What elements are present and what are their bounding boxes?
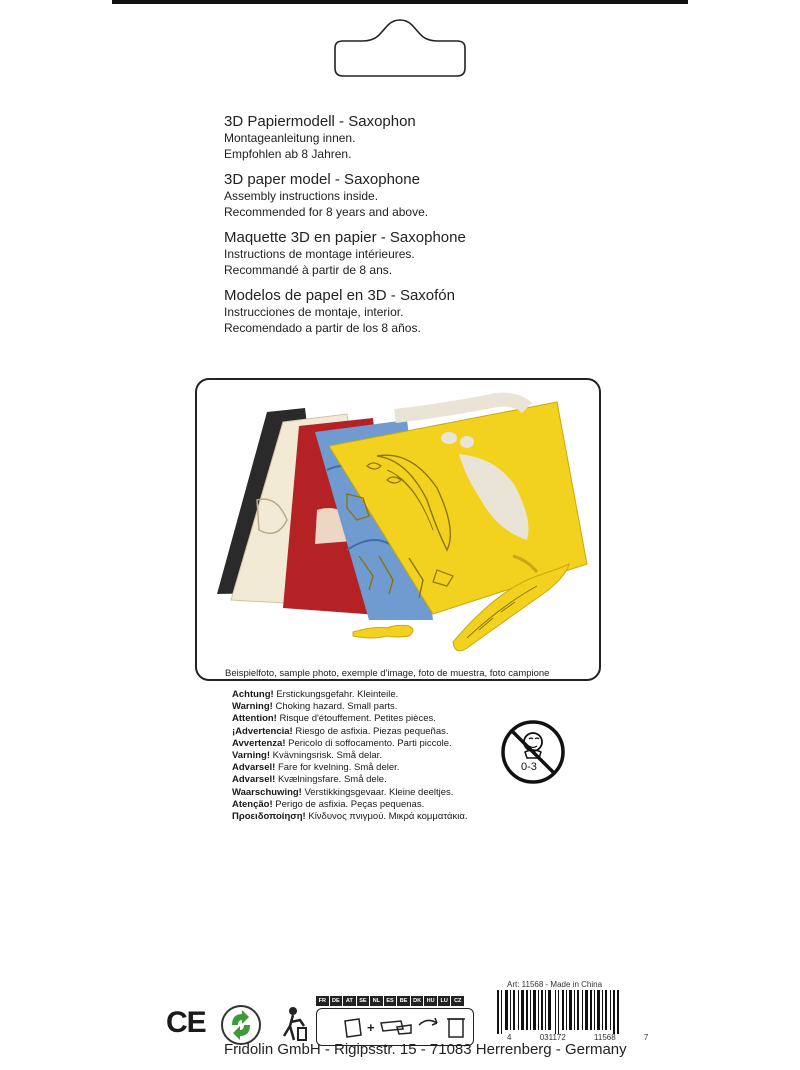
article-line: Art: 11568 - Made in China (507, 980, 603, 989)
description-line: Assembly instructions inside. (224, 189, 379, 203)
description-fr (224, 228, 684, 278)
description-title: 3D Papiermodell - Saxophon (224, 113, 416, 130)
warning-line (232, 738, 532, 750)
paper-sheet-icon (345, 1019, 361, 1037)
warning-label: Varning! (232, 750, 271, 762)
plus-sign: + (367, 1020, 375, 1035)
warning-line (232, 689, 532, 701)
tidyman-icon (278, 1006, 308, 1044)
description-de (224, 112, 684, 162)
warning-text: Fare for kvelning. Små deler. (277, 762, 400, 774)
warning-text: Riesgo de asfixia. Piezas pequeñas. (295, 725, 449, 737)
description-line: Recommended for 8 years and above. (224, 204, 429, 219)
ce-mark-icon: CE (166, 1006, 206, 1039)
warning-line (232, 799, 532, 811)
disposal-symbols (317, 1009, 472, 1044)
country-code: ES (384, 996, 397, 1006)
description-line: Montageanleitung innen. (224, 131, 356, 145)
warning-label: Warning! (232, 701, 273, 713)
age-0-3-warning-icon (499, 718, 567, 786)
wooden-parts-icon (381, 1021, 411, 1034)
green-dot-icon (220, 1004, 262, 1046)
age-range-label: 0-3 (521, 761, 537, 773)
barcode-digit-group: 031172 (539, 1033, 566, 1042)
country-code: HU (424, 996, 437, 1006)
warning-text: Verstikkingsgevaar. Kleine deeltjes. (304, 786, 454, 798)
description-title: Modelos de papel en 3D - Saxofón (224, 287, 455, 304)
description-en (224, 170, 684, 220)
description-title: Maquette 3D en papier - Saxophone (224, 229, 466, 246)
photo-caption: Beispielfoto, sample photo, exemple d'image, foto de muestra, foto campione (225, 668, 550, 679)
warning-label: Advarsel! (232, 774, 276, 786)
warning-line (232, 750, 532, 762)
warning-text: Risque d'étouffement. Petites pièces. (279, 713, 436, 725)
warning-line (232, 762, 532, 774)
warning-list (232, 689, 532, 823)
warning-line (232, 787, 532, 799)
description-line: Recomendado a partir de los 8 años. (224, 320, 421, 335)
product-descriptions (224, 112, 684, 344)
country-codes-strip (316, 996, 464, 1006)
barcode (497, 990, 619, 1034)
barcode-digit-group: 7 (643, 1033, 649, 1042)
hang-tab-cutout (112, 3, 688, 87)
description-line: Instrucciones de montaje, interior. (224, 305, 404, 319)
recycle-arrow-icon (419, 1018, 437, 1025)
warning-label: Achtung! (232, 689, 274, 700)
country-code: NL (370, 996, 383, 1006)
warning-label: Atenção! (232, 798, 273, 810)
description-line: Empfohlen ab 8 Jahren. (224, 146, 352, 161)
warning-label: Προειδοποίηση! (232, 811, 306, 823)
bin-icon (449, 1019, 463, 1037)
warning-label: Waarschuwing! (232, 786, 302, 798)
warning-text: Pericolo di soffocamento. Parti piccole. (288, 737, 452, 749)
country-code: CZ (451, 996, 464, 1006)
loose-piece-mouthpiece (353, 625, 413, 638)
warning-line (232, 713, 532, 725)
warning-label: ¡Advertencia! (232, 725, 293, 737)
warning-text: Kvælningsfare. Små dele. (277, 774, 387, 786)
description-line: Instructions de montage intérieures. (224, 247, 415, 261)
warning-text: Perigo de asfixia. Peças pequenas. (275, 798, 425, 810)
country-code: FR (316, 996, 329, 1006)
description-line: Recommandé à partir de 8 ans. (224, 262, 393, 277)
warning-label: Avvertenza! (232, 737, 286, 749)
description-es (224, 286, 684, 336)
barcode-digit-group: 11568 (594, 1033, 616, 1042)
warning-label: Attention! (232, 713, 277, 725)
warning-line (232, 726, 532, 738)
description-title: 3D paper model - Saxophone (224, 171, 420, 188)
warning-text: Kvävningsrisk. Små delar. (272, 750, 382, 762)
warning-label: Advarsel! (232, 762, 276, 774)
barcode-digit-group: 4 (507, 1033, 512, 1042)
warning-line (232, 811, 532, 823)
country-code: DK (411, 996, 424, 1006)
country-code: DE (330, 996, 343, 1006)
warning-text: Κίνδυνος πνιγμού. Μικρά κομματάκια. (308, 811, 468, 823)
country-code: AT (343, 996, 356, 1006)
sample-photo-frame (195, 378, 601, 681)
warning-line (232, 774, 532, 786)
country-code: BE (397, 996, 410, 1006)
country-code: LU (438, 996, 451, 1006)
company-address: Fridolin GmbH - Rigipsstr. 15 - 71083 Herrenberg - Germany (224, 1041, 627, 1058)
sample-photo (197, 380, 601, 681)
warning-text: Choking hazard. Small parts. (275, 701, 398, 713)
country-code: SE (357, 996, 370, 1006)
warning-line (232, 701, 532, 713)
warning-text: Erstickungsgefahr. Kleinteile. (276, 689, 399, 700)
